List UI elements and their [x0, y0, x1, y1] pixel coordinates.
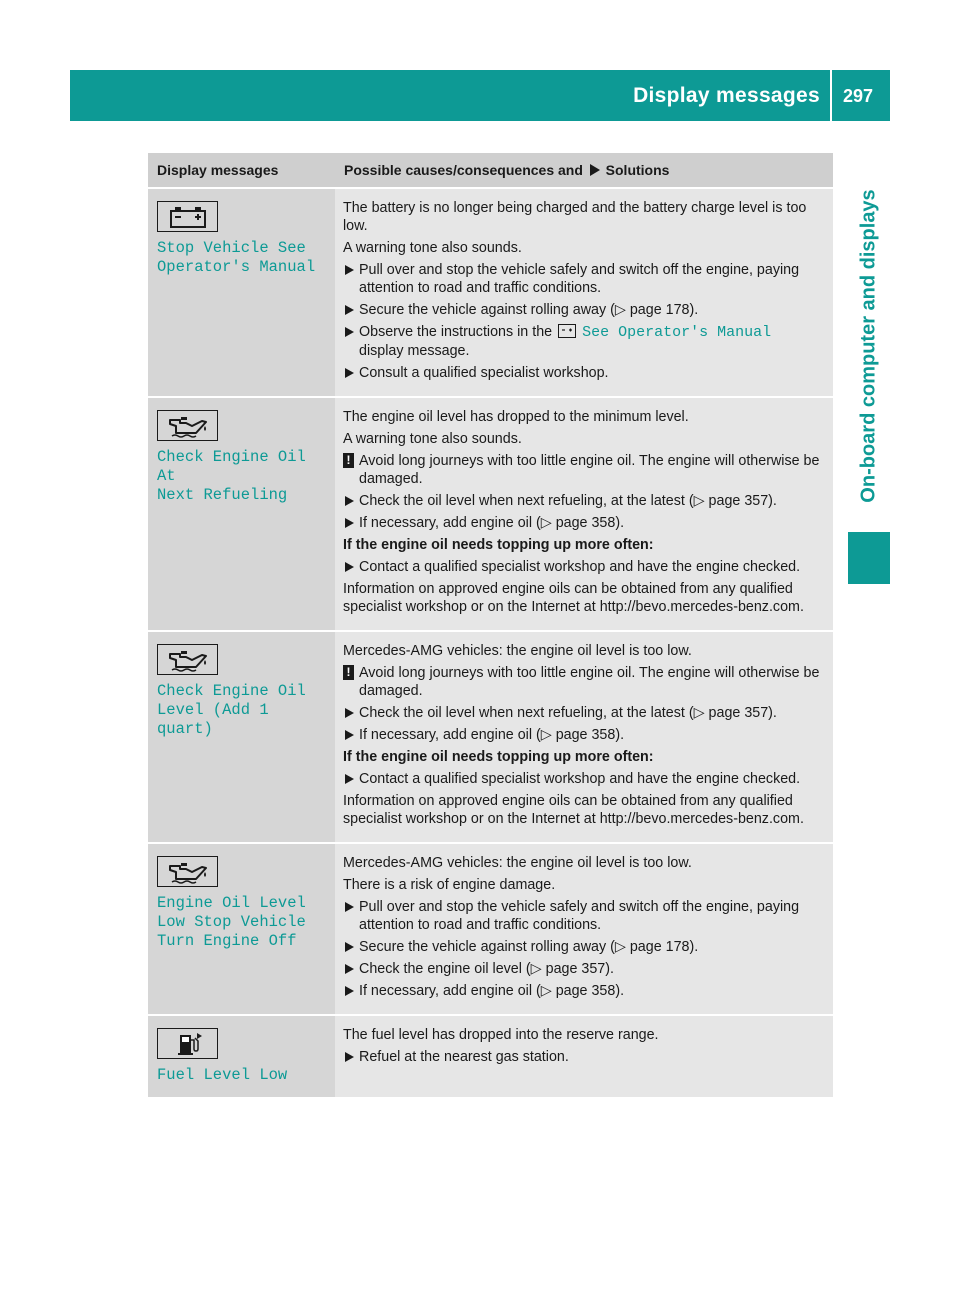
- display-messages-table: [148, 153, 833, 1097]
- page-title: Display messages: [633, 84, 820, 107]
- display-message-line: Check Engine Oil At: [157, 448, 306, 485]
- solution-cell: [335, 188, 833, 397]
- action-step: Check the oil level when next refueling, at the latest (▷ page 357).: [343, 704, 825, 722]
- oil-can-icon: [157, 410, 218, 441]
- display-message-line: Level (Add 1 quart): [157, 701, 269, 738]
- table-row: [148, 1015, 833, 1097]
- action-step-text: Observe the instructions in the: [359, 324, 553, 340]
- info-text: Information on approved engine oils can be obtained from any qualified specialist workshop or on the Internet at http://bevo.mercedes-benz.com.: [343, 793, 804, 827]
- column-header-solutions-text: Solutions: [605, 162, 670, 178]
- display-message-cell: [148, 188, 335, 397]
- column-header-causes: [335, 153, 833, 188]
- info-text: Information on approved engine oils can be obtained from any qualified specialist workshop or on the Internet at http://bevo.mercedes-benz.com.: [343, 581, 804, 615]
- display-message-line: Operator's Manual: [157, 258, 316, 276]
- action-step: Secure the vehicle against rolling away (▷ page 178).: [343, 301, 825, 319]
- oil-can-icon: [157, 856, 218, 887]
- battery-icon: [558, 324, 576, 338]
- page-number: 297: [843, 86, 874, 106]
- action-step: Contact a qualified specialist workshop and have the engine checked.: [343, 770, 825, 788]
- cause-text: Mercedes-AMG vehicles: the engine oil level is too low.: [343, 643, 692, 659]
- battery-icon: [157, 201, 218, 232]
- oil-can-icon: [157, 644, 218, 675]
- warning-note: [343, 452, 825, 488]
- display-message-line: Turn Engine Off: [157, 932, 297, 950]
- solution-cell: [335, 631, 833, 843]
- cause-text: A warning tone also sounds.: [343, 431, 522, 447]
- action-step: Check the engine oil level (▷ page 357).: [343, 960, 825, 978]
- action-step: Pull over and stop the vehicle safely and switch off the engine, paying attention to road and traffic conditions.: [343, 898, 825, 934]
- action-step: Pull over and stop the vehicle safely and switch off the engine, paying attention to road and traffic conditions.: [343, 261, 825, 297]
- table-row: [148, 188, 833, 397]
- action-step: Check the oil level when next refueling, at the latest (▷ page 357).: [343, 492, 825, 510]
- cause-text: The battery is no longer being charged and the battery charge level is too low.: [343, 200, 807, 234]
- display-message-reference: See Operator's Manual: [582, 324, 772, 341]
- display-message-line: Fuel Level Low: [157, 1066, 288, 1084]
- table-row: [148, 397, 833, 631]
- warning-text: Avoid long journeys with too little engine oil. The engine will otherwise be damaged.: [359, 453, 820, 487]
- warning-text: Avoid long journeys with too little engine oil. The engine will otherwise be damaged.: [359, 665, 820, 699]
- display-message-cell: [148, 1015, 335, 1097]
- action-step: Consult a qualified specialist workshop.: [343, 364, 825, 382]
- display-message-cell: [148, 843, 335, 1015]
- solution-cell: [335, 1015, 833, 1097]
- solution-cell: [335, 397, 833, 631]
- cause-text: Mercedes-AMG vehicles: the engine oil level is too low.: [343, 855, 692, 871]
- action-step: Refuel at the nearest gas station.: [343, 1048, 825, 1066]
- display-message-line: Next Refueling: [157, 486, 288, 504]
- display-message-line: Engine Oil Level: [157, 894, 306, 912]
- cause-text: The fuel level has dropped into the reserve range.: [343, 1027, 659, 1043]
- section-tab-label: On-board computer and displays: [857, 189, 880, 503]
- action-step-text: display message.: [359, 343, 470, 359]
- action-step: Contact a qualified specialist workshop and have the engine checked.: [343, 558, 825, 576]
- table-row: [148, 631, 833, 843]
- display-message-cell: [148, 397, 335, 631]
- solution-cell: [335, 843, 833, 1015]
- action-step: [343, 323, 825, 360]
- cause-text: A warning tone also sounds.: [343, 240, 522, 256]
- display-message-line: Stop Vehicle See: [157, 239, 306, 257]
- subheading: If the engine oil needs topping up more often:: [343, 749, 654, 765]
- column-header-causes-text: Possible causes/consequences and: [344, 162, 583, 178]
- display-message-line: Low Stop Vehicle: [157, 913, 306, 931]
- table-row: [148, 843, 833, 1015]
- table-header-row: [148, 153, 833, 188]
- cause-text: There is a risk of engine damage.: [343, 877, 556, 893]
- subheading: If the engine oil needs topping up more often:: [343, 537, 654, 553]
- action-step: If necessary, add engine oil (▷ page 358).: [343, 726, 825, 744]
- warning-icon: !: [343, 665, 354, 680]
- header-divider: [830, 70, 832, 121]
- action-step: If necessary, add engine oil (▷ page 358).: [343, 982, 825, 1000]
- action-step: If necessary, add engine oil (▷ page 358).: [343, 514, 825, 532]
- arrow-right-icon: [589, 164, 600, 176]
- display-message-line: Check Engine Oil: [157, 682, 306, 700]
- warning-note: [343, 664, 825, 700]
- display-message-cell: [148, 631, 335, 843]
- warning-icon: !: [343, 453, 354, 468]
- cause-text: The engine oil level has dropped to the minimum level.: [343, 409, 689, 425]
- action-step: Secure the vehicle against rolling away (▷ page 178).: [343, 938, 825, 956]
- section-tab-marker: [848, 532, 890, 584]
- fuel-pump-icon: [157, 1028, 218, 1059]
- column-header-display-messages: Display messages: [148, 153, 335, 188]
